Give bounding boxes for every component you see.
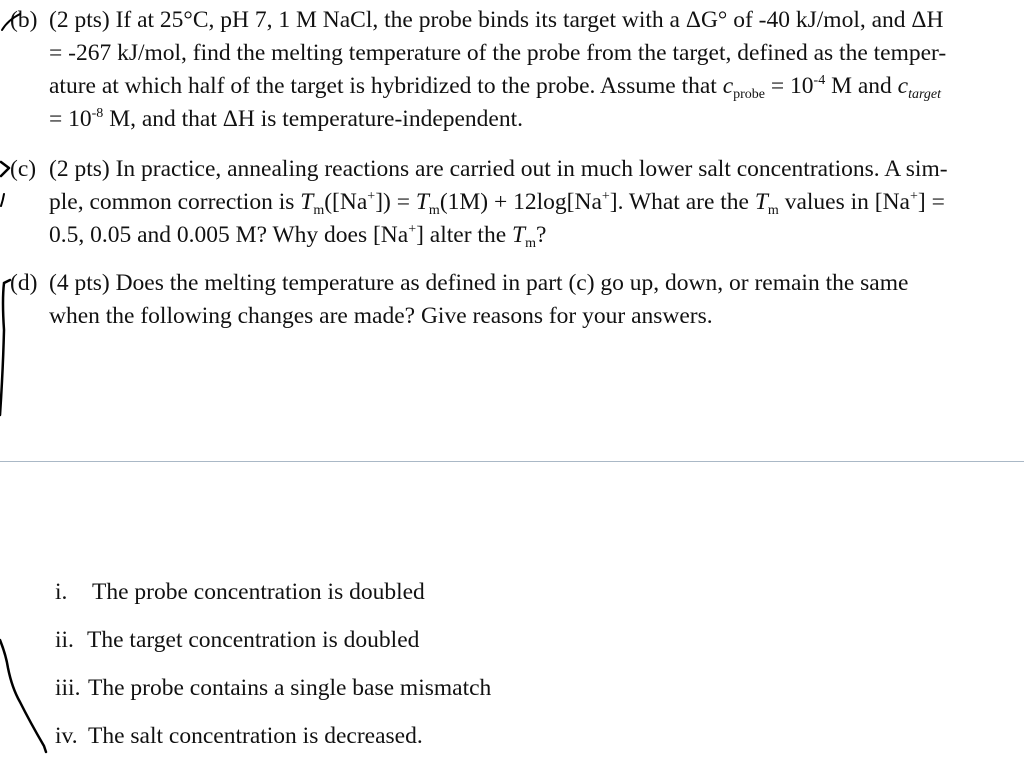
alter-the: ] alter the	[416, 222, 513, 248]
tm-subscript: m	[313, 203, 325, 218]
na-charge: +	[408, 222, 417, 237]
target-exponent: -8	[91, 106, 104, 121]
pen-stroke-d-bracket	[0, 280, 10, 415]
line-3-text: ature at which half of the target is hybridized to the probe. Assume that	[49, 73, 723, 99]
values-in: values in [Na	[778, 189, 910, 215]
question-c-line-2	[49, 189, 945, 218]
na-open: ([Na	[324, 189, 368, 215]
question-c-label: (c)	[10, 156, 37, 182]
question-b-text	[49, 4, 1014, 136]
line-3-eq: = 10	[765, 73, 814, 99]
tm-subscript: m	[525, 236, 536, 251]
one-molar-term: (1M) + 12log[Na	[439, 189, 602, 215]
list-item-text: The probe contains a single base mismatch	[88, 675, 492, 701]
question-d-line-1: (4 pts) Does the melting temperature as defined in part (c) go up, down, or remain the same	[49, 270, 909, 296]
question-mark: ?	[535, 222, 547, 248]
question-d-text	[49, 267, 1014, 333]
question-b-line-1: (2 pts) If at 25°C, pH 7, 1 M NaCl, the probe binds its target with a ΔG° of -40 kJ/mol, and ΔH	[49, 7, 944, 33]
line-4-text: M, and that ΔH is temperature-independent.	[103, 106, 524, 132]
list-item-number: i.	[55, 579, 68, 605]
question-d-line-2: when the following changes are made? Give reasons for your answers.	[49, 303, 713, 329]
list-item-number: iii.	[55, 675, 81, 701]
question-c	[10, 153, 1014, 252]
list-item-text: The probe concentration is doubled	[92, 579, 425, 605]
tm-symbol: T	[300, 189, 314, 215]
line-4-eq: = 10	[49, 106, 92, 132]
page-divider	[0, 461, 1024, 462]
list-item	[55, 628, 491, 676]
close-eq: ] =	[917, 189, 945, 215]
question-c-text	[49, 153, 1014, 252]
tm-subscript: m	[767, 203, 779, 218]
question-b-line-2: = -267 kJ/mol, find the melting temperature of the probe from the target, defined as the temper-	[49, 40, 947, 66]
list-item-number: iv.	[55, 723, 78, 749]
probe-subscript: probe	[733, 87, 766, 102]
probe-exponent: -4	[813, 73, 826, 88]
tm-subscript: m	[428, 203, 440, 218]
list-item	[55, 580, 491, 628]
list-item-text: The salt concentration is decreased.	[88, 723, 423, 749]
question-b-label: (b)	[10, 7, 38, 33]
what-are-the: ]. What are the	[609, 189, 755, 215]
question-d	[10, 267, 1014, 333]
question-c-line-1: (2 pts) In practice, annealing reactions are carried out in much lower salt concentrations. A sim-	[49, 156, 948, 182]
question-b-line-4	[49, 106, 523, 132]
pen-stroke-c-tick	[1, 194, 4, 206]
na-close: ]) =	[375, 189, 416, 215]
list-item-number: ii.	[55, 627, 74, 653]
c-line-3-start: 0.5, 0.05 and 0.005 M? Why does [Na	[49, 222, 409, 248]
target-subscript: target	[908, 87, 942, 102]
c-target-symbol: c	[897, 73, 909, 99]
pen-stroke-c-arrow	[1, 162, 9, 176]
c-line-2-start: ple, common correction is	[49, 189, 301, 215]
na-charge: +	[601, 189, 610, 204]
tm-symbol: T	[415, 189, 429, 215]
line-3-and: M and	[825, 73, 898, 99]
question-d-label: (d)	[10, 270, 38, 296]
question-b-line-3	[49, 73, 942, 102]
c-probe-symbol: c	[722, 73, 734, 99]
question-c-line-3	[49, 222, 547, 251]
list-item-text: The target concentration is doubled	[87, 627, 420, 653]
tm-symbol: T	[754, 189, 768, 215]
na-charge: +	[909, 189, 918, 204]
list-item	[55, 724, 491, 772]
na-charge: +	[367, 189, 376, 204]
pen-stroke-list-bracket	[0, 640, 46, 752]
question-b	[10, 4, 1014, 136]
tm-symbol: T	[512, 222, 526, 248]
list-item	[55, 676, 491, 724]
subitem-list	[55, 580, 491, 772]
